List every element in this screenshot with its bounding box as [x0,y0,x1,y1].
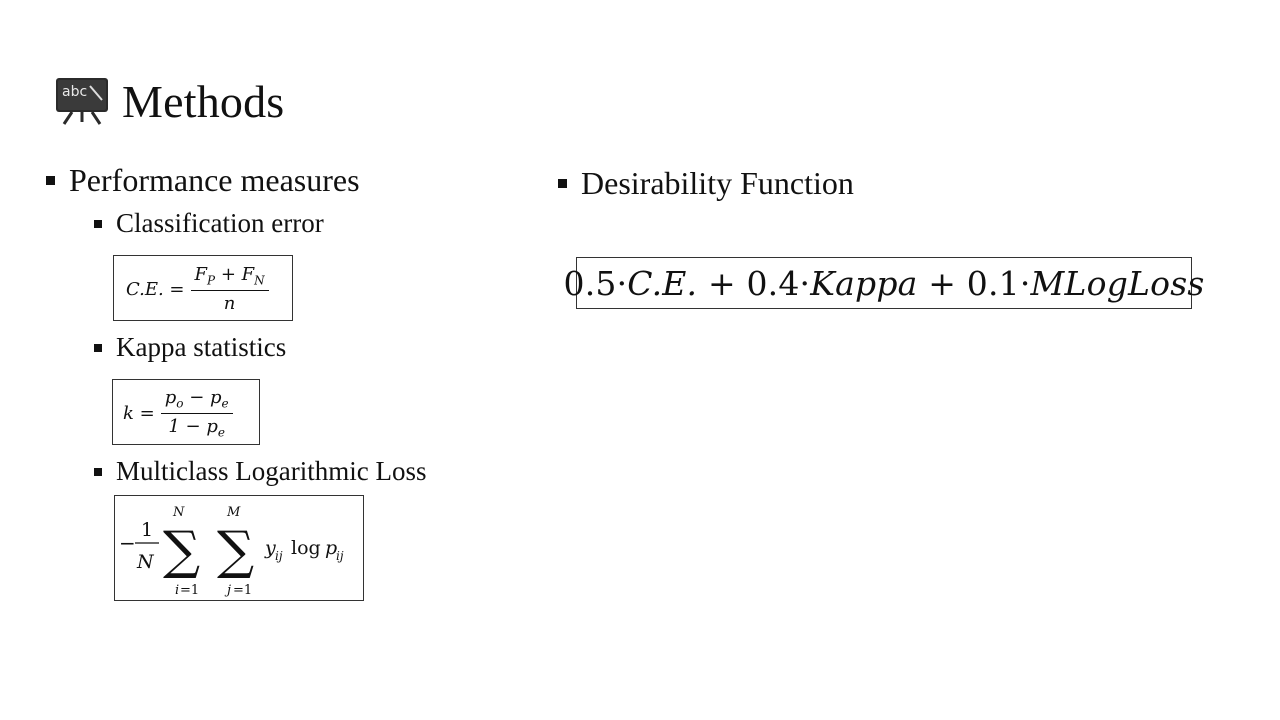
desirability-formula: 0.5· C.E. + 0.4· Kappa + 0.1· MLogLoss [576,257,1192,309]
svg-text:M: M [227,505,241,520]
page-title: Methods [122,76,285,127]
blackboard-abc-icon [54,76,110,126]
bullet-label: Multiclass Logarithmic Loss [116,456,427,486]
bullet-square-icon [94,344,102,352]
svg-text:−: − [119,531,136,555]
bullet-square-icon [94,220,102,228]
bullet-classification-error [94,208,324,239]
svg-text:i: i [175,583,180,598]
svg-text:ij: ij [275,549,283,563]
bullet-label: Kappa statistics [116,332,287,362]
kappa-formula: k = $\frac{p_o - p_e}{1 - p_e}$ [112,379,260,445]
bullet-desirability-function [558,165,854,202]
log-loss-equation [115,496,363,600]
bullet-multiclass-log-loss [94,456,426,487]
bullet-square-icon [94,468,102,476]
classification-error-formula: C.E. = $\frac{F_P + F_N}{n}$ [113,255,293,321]
svg-text:=1: =1 [180,583,200,598]
svg-text:p: p [325,537,338,559]
bullet-kappa-statistics [94,332,286,363]
bullet-performance-measures [46,162,360,199]
svg-text:1: 1 [141,519,154,541]
bullet-label: Performance measures [69,162,360,198]
bullet-square-icon [46,176,55,185]
svg-text:=1: =1 [233,583,253,598]
svg-text:ij: ij [336,549,344,563]
bullet-label: Desirability Function [581,165,854,201]
bullet-square-icon [558,179,567,188]
svg-text:y: y [265,537,276,559]
bullet-label: Classification error [116,208,324,238]
svg-text:N: N [137,551,154,573]
svg-text:∑: ∑ [217,521,255,581]
svg-text:abc: abc [62,84,88,100]
svg-text:log: log [291,537,321,559]
svg-text:j: j [227,583,232,598]
log-loss-formula [114,495,364,601]
svg-text:N: N [173,505,185,520]
svg-text:∑: ∑ [163,521,201,581]
